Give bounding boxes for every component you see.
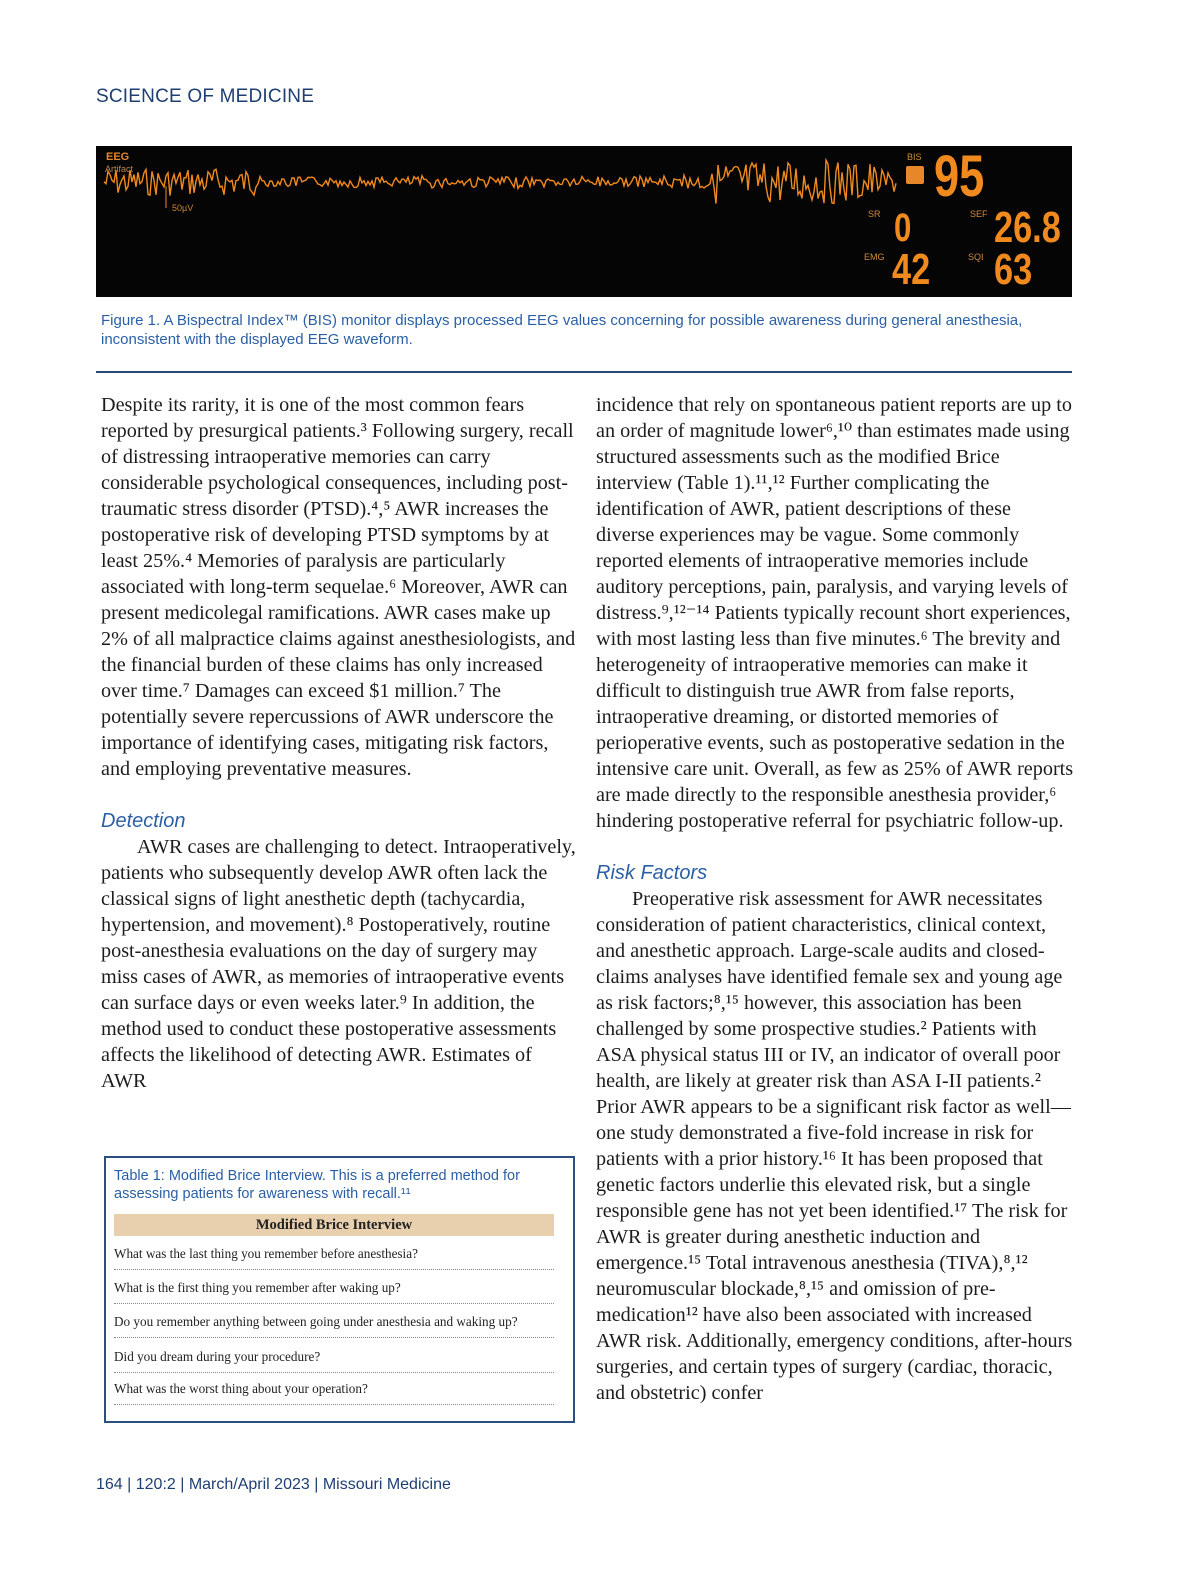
table-row: What was the last thing you remember before anesthesia? <box>114 1245 554 1270</box>
eeg-label: EEG <box>106 151 130 163</box>
detection-heading: Detection <box>101 810 186 832</box>
right-column <box>596 392 1074 1406</box>
body-paragraph: AWR cases are challenging to detect. Intraoperatively, patients who subsequently develop AWR often lack the classical signs of light anesthetic depth (tachycardia, hypertension, and movement).⁸ Postoperatively, routine post-anesthesia evaluations on the day of surgery may miss cases of AWR, as memories of intraoperative events can surface days or even weeks later.⁹ In addition, the method used to conduct these postoperative assessments affects the likelihood of detecting AWR. Estimates of AWR <box>101 836 576 1092</box>
table-header: Modified Brice Interview <box>114 1214 554 1236</box>
sef-value: 26.8 <box>994 203 1061 252</box>
table-row: Do you remember anything between going under anesthesia and waking up? <box>114 1313 554 1338</box>
artifact-label: Artifact <box>105 164 134 174</box>
emg-label: EMG <box>864 252 885 262</box>
divider <box>96 371 1072 373</box>
left-column <box>101 392 577 1094</box>
body-paragraph: incidence that rely on spontaneous patient reports are up to an order of magnitude lower⁶,¹⁰ than estimates made using structured assessments such as the modified Brice interview (Table 1).¹¹,¹² Further complicating the identification of AWR, patient descriptions of these diverse experiences may be vague. Some commonly reported elements of intraoperative memories include auditory perceptions, pain, paralysis, and varying levels of distress.⁹,¹²⁻¹⁴ Patients typically recount short experiences, with most lasting less than five minutes.⁶ The brevity and heterogeneity of intraoperative memories can make it difficult to distinguish true AWR from false reports, intraoperative dreaming, or distorted memories of perioperative events, such as postoperative sedation in the intensive care unit. Overall, as few as 25% of AWR reports are made directly to the responsible anesthesia provider,⁶ hindering postoperative referral for psychiatric follow-up. <box>596 394 1074 832</box>
sr-label: SR <box>868 209 881 219</box>
bis-label: BIS <box>907 152 922 162</box>
sqi-label: SQI <box>968 252 984 262</box>
scale-label: 50µV <box>172 203 194 213</box>
bis-monitor-image <box>96 146 1072 297</box>
body-paragraph: Preoperative risk assessment for AWR necessitates consideration of patient characteristics, clinical context, and anesthetic approach. Large-scale audits and closed-claims analyses have identified female sex and young age as risk factors;⁸,¹⁵ however, this association has been challenged by some prospective studies.² Patients with ASA physical status III or IV, an indicator of overall poor health, are likely at greater risk than ASA I-II patients.² Prior AWR appears to be a significant risk factor as well—one study demonstrated a five-fold increase in risk for patients with a prior history.¹⁶ It has been proposed that genetic factors underlie this elevated risk, but a single responsible gene has not yet been identified.¹⁷ The risk for AWR is greater during anesthetic induction and emergence.¹⁵ Total intravenous anesthesia (TIVA),⁸,¹² neuromuscular blockade,⁸,¹⁵ and omission of pre-medication¹² have also been associated with increased AWR risk. Additionally, emergency conditions, after-hours surgeries, and certain types of surgery (cardiac, thoracic, and obstetric) confer <box>596 888 1073 1404</box>
table-caption: Table 1: Modified Brice Interview. This is a preferred method for assessing patients for awareness with recall.¹¹ <box>114 1168 520 1202</box>
bis-indicator-icon <box>906 166 924 184</box>
sef-label: SEF <box>970 209 988 219</box>
table-row: What was the worst thing about your operation? <box>114 1380 554 1405</box>
section-header: SCIENCE OF MEDICINE <box>96 86 315 107</box>
table-row: What is the first thing you remember after waking up? <box>114 1279 554 1304</box>
body-paragraph: Despite its rarity, it is one of the most common fears reported by presurgical patients.³ Following surgery, recall of distressing intraoperative memories can carry considerable psychological consequences, including post-traumatic stress disorder (PTSD).⁴,⁵ AWR increases the postoperative risk of developing PTSD symptoms by at least 25%.⁴ Memories of paralysis are particularly associated with long-term sequelae.⁶ Moreover, AWR can present medicolegal ramifications. AWR cases make up 2% of all malpractice claims against anesthesiologists, and the financial burden of these claims has only increased over time.⁷ Damages can exceed $1 million.⁷ The potentially severe repercussions of AWR underscore the importance of identifying cases, mitigating risk factors, and employing preventative measures. <box>101 394 576 780</box>
risk-factors-heading: Risk Factors <box>596 862 708 884</box>
table-row: Did you dream during your procedure? <box>114 1348 554 1373</box>
sqi-value: 63 <box>994 245 1033 294</box>
bis-value: 95 <box>934 146 985 209</box>
figure-caption: Figure 1. A Bispectral Index™ (BIS) monitor displays processed EEG values concerning for possible awareness during general anesthesia, inconsistent with the displayed EEG waveform. <box>101 312 1023 348</box>
brice-interview-table <box>104 1156 575 1423</box>
page-footer: 164 | 120:2 | March/April 2023 | Missouri Medicine <box>96 1476 451 1493</box>
eeg-trace <box>104 160 896 203</box>
sr-value: 0 <box>894 206 912 250</box>
emg-value: 42 <box>892 245 931 294</box>
